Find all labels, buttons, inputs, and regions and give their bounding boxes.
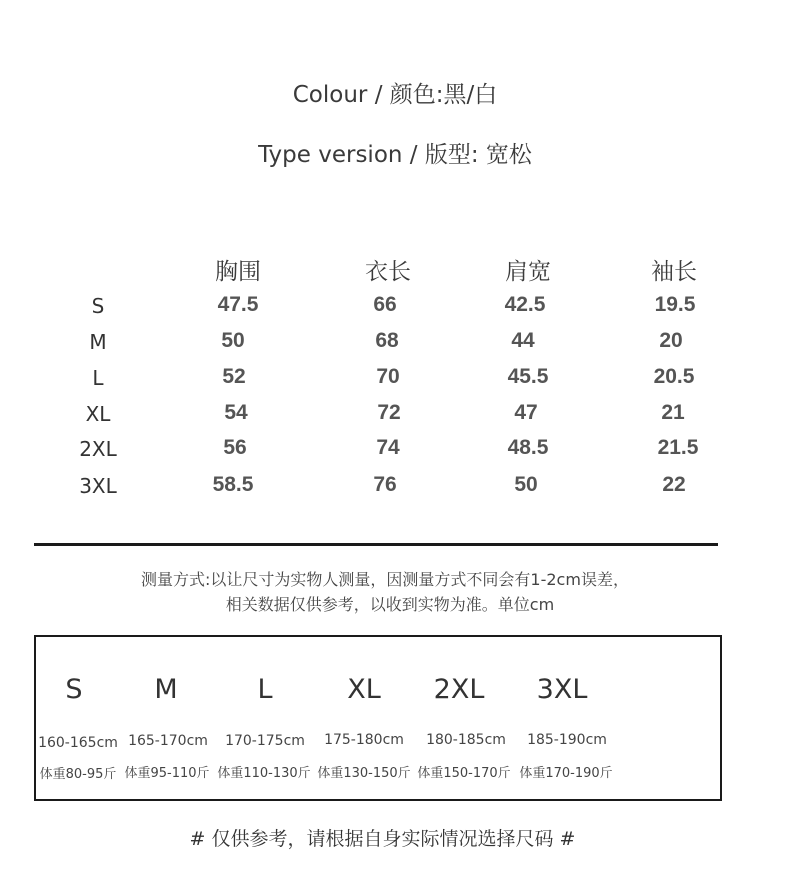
guide-weight: 体重170-190斤 xyxy=(519,766,613,781)
guide-size-label: L xyxy=(257,674,273,705)
guide-height: 180-185cm xyxy=(426,732,506,748)
row-size-label: 3XL xyxy=(79,474,117,498)
guide-height: 170-175cm xyxy=(225,733,305,749)
footer-note: # 仅供参考，请根据自身实际情况选择尺码 # xyxy=(189,828,576,850)
colour-line: Colour / 颜色:黑/白 xyxy=(292,82,498,108)
guide-size-label: S xyxy=(65,674,83,705)
guide-height: 175-180cm xyxy=(324,732,404,748)
table-cell: 50 xyxy=(514,473,538,496)
table-cell: 72 xyxy=(377,401,401,424)
col-header-shoulder: 肩宽 xyxy=(505,259,551,285)
guide-size-label: XL xyxy=(347,674,381,705)
guide-weight: 体重150-170斤 xyxy=(417,766,511,781)
guide-weight: 体重80-95斤 xyxy=(39,767,117,782)
table-cell: 68 xyxy=(375,329,399,352)
table-cell: 58.5 xyxy=(212,473,254,496)
guide-weight: 体重130-150斤 xyxy=(317,766,411,781)
col-header-length: 衣长 xyxy=(365,259,411,285)
type-version-line: Type version / 版型: 宽松 xyxy=(258,142,532,168)
table-cell: 47.5 xyxy=(217,293,259,316)
table-cell: 20 xyxy=(659,329,683,352)
measurement-note-line1: 测量方式:以让尺寸为实物人测量，因测量方式不同会有1-2cm误差， xyxy=(141,570,629,589)
table-cell: 52 xyxy=(222,365,246,388)
table-cell: 45.5 xyxy=(507,365,549,388)
row-size-label: S xyxy=(91,294,105,318)
table-cell: 20.5 xyxy=(653,365,695,388)
table-cell: 66 xyxy=(373,293,397,316)
table-cell: 42.5 xyxy=(504,293,546,316)
table-cell: 21.5 xyxy=(657,436,699,459)
guide-height: 165-170cm xyxy=(128,733,208,749)
table-cell: 76 xyxy=(373,473,397,496)
guide-height: 160-165cm xyxy=(38,735,118,751)
col-header-sleeve: 袖长 xyxy=(651,259,697,285)
table-cell: 44 xyxy=(511,329,535,352)
table-cell: 74 xyxy=(376,436,400,459)
measurement-note-line2: 相关数据仅供参考，以收到实物为准。单位cm xyxy=(225,595,555,614)
table-cell: 56 xyxy=(223,436,247,459)
table-cell: 19.5 xyxy=(654,293,696,316)
guide-size-label: 3XL xyxy=(536,674,588,705)
table-cell: 21 xyxy=(661,401,685,424)
table-cell: 47 xyxy=(514,401,538,424)
row-size-label: 2XL xyxy=(79,437,117,461)
table-cell: 70 xyxy=(376,365,400,388)
guide-weight: 体重110-130斤 xyxy=(217,766,311,781)
table-cell: 22 xyxy=(662,473,686,496)
table-cell: 50 xyxy=(221,329,245,352)
col-header-chest: 胸围 xyxy=(215,259,261,285)
guide-weight: 体重95-110斤 xyxy=(124,766,210,781)
guide-size-label: M xyxy=(154,674,178,705)
row-size-label: XL xyxy=(85,402,111,426)
table-cell: 54 xyxy=(224,401,248,424)
row-size-label: M xyxy=(89,330,107,354)
guide-size-label: 2XL xyxy=(433,674,485,705)
row-size-label: L xyxy=(92,366,104,390)
guide-height: 185-190cm xyxy=(527,732,607,748)
table-cell: 48.5 xyxy=(507,436,549,459)
divider xyxy=(34,543,718,546)
